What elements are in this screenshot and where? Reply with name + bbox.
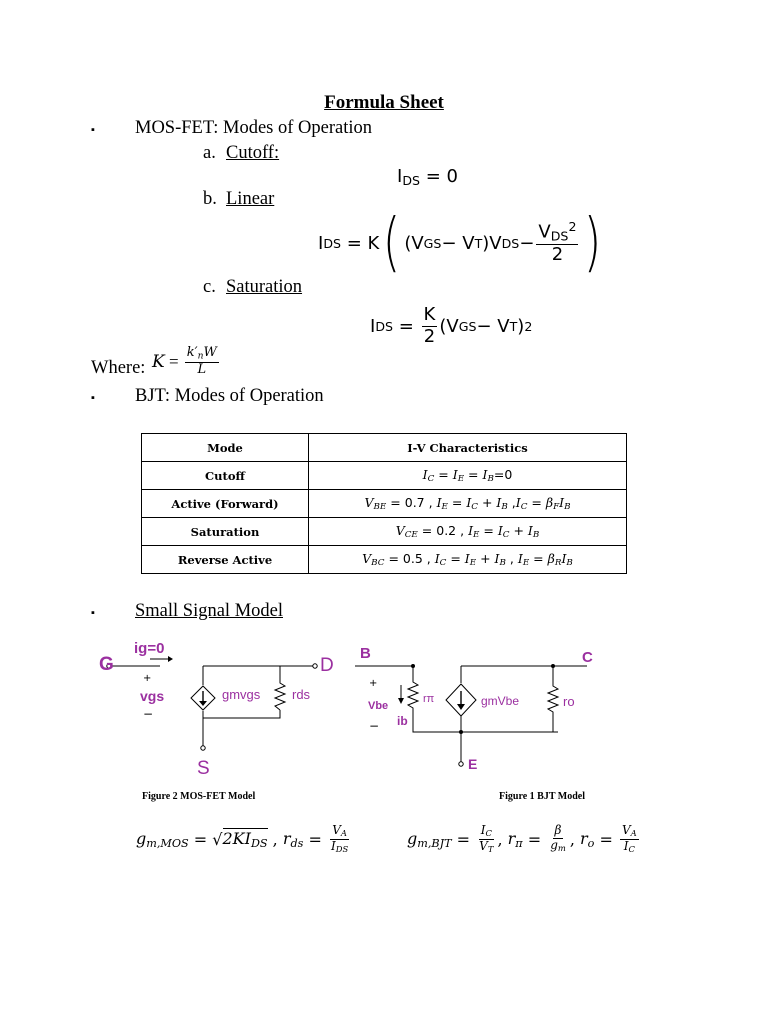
k-definition: K = $\frac{k'_nW}{L}$	[152, 345, 217, 377]
page-title: Formula Sheet	[324, 92, 444, 113]
bjt-figure-caption: Figure 1 BJT Model	[499, 791, 586, 802]
bjt-small-signal-diagram	[355, 650, 605, 775]
table-header-row	[142, 434, 627, 462]
bjt-base-label: B	[360, 645, 371, 662]
table-row	[142, 546, 627, 574]
table-cell-mode: Saturation	[142, 518, 309, 546]
bjt-modes-table	[141, 433, 627, 574]
svg-text:−: −	[369, 719, 380, 733]
mos-gm-label: gmvgs	[222, 687, 261, 702]
mos-ig-label: ig=0	[134, 640, 165, 657]
table-cell-iv: $V_{CE} = 0.2$ , $I_E = I_C + I_B$	[309, 518, 627, 546]
cutoff-equation: $I_{DS} = 0$	[397, 166, 458, 189]
mos-vgs-label: vgs	[140, 688, 165, 704]
bjt-vbe-label: Vbe	[368, 700, 389, 712]
table-cell-mode: Active (Forward)	[142, 490, 309, 518]
cutoff-label: Cutoff:	[226, 143, 280, 163]
mos-rds-label: rds	[292, 687, 311, 702]
table-row	[142, 462, 627, 490]
where-label: Where:	[91, 358, 146, 378]
table-cell-iv: $V_{BE} = 0.7$ , $I_E = I_C + I_B$ $,I_C = \beta_FI_B$	[309, 490, 627, 518]
svg-text:+: +	[143, 673, 152, 684]
table-header-iv: I-V Characteristics	[309, 434, 627, 462]
mos-drain-label: D	[320, 655, 334, 676]
table-cell-iv: $I_C = I_E = I_B=0$	[309, 462, 627, 490]
bullet-mosfet: ▪	[91, 124, 95, 136]
small-signal-heading: Small Signal Model	[135, 601, 283, 621]
mos-gate-label: G	[99, 654, 114, 675]
bjt-gm-label: gmVbe	[481, 694, 520, 708]
mosfet-small-signal-diagram	[95, 638, 335, 783]
bjt-emitter-label: E	[468, 756, 478, 772]
saturation-equation: I DS = $\frac{K}{2}$ (V GS − V T ) 2	[370, 303, 533, 347]
bjt-collector-label: C	[582, 649, 593, 666]
saturation-marker: c.	[203, 277, 216, 297]
bjt-ro-label: ro	[563, 694, 575, 709]
mos-figure-caption: Figure 2 MOS-FET Model	[142, 791, 256, 802]
table-cell-mode: Reverse Active	[142, 546, 309, 574]
bullet-small-signal: ▪	[91, 607, 95, 619]
svg-text:−: −	[143, 707, 154, 721]
cutoff-marker: a.	[203, 143, 216, 163]
bullet-bjt: ▪	[91, 392, 95, 404]
mos-source-label: S	[197, 758, 210, 779]
mosfet-heading: MOS-FET: Modes of Operation	[135, 118, 372, 138]
table-cell-mode: Cutoff	[142, 462, 309, 490]
table-cell-iv: $V_{BC} = 0.5$ , $I_C = I_E + I_B$ , $I_E = \beta_RI_B$	[309, 546, 627, 574]
bjt-ib-label: ib	[397, 714, 408, 728]
linear-label: Linear	[226, 189, 275, 209]
svg-text:+: +	[369, 678, 378, 689]
linear-equation: I DS = K ( (V GS − V T )V DS − $\frac{V_{DS}^2}{2}$ )	[318, 206, 602, 280]
bjt-rpi-label: rπ	[423, 693, 435, 705]
bjt-heading: BJT: Modes of Operation	[135, 386, 324, 406]
linear-marker: b.	[203, 189, 217, 209]
table-header-mode: Mode	[142, 434, 309, 462]
bjt-gm-equation: $g_{m,BJT}$ = $\frac{I_C}{V_T}$ , $r_\pi$ = $\frac{\beta}{g_m}$ , $r_o$ = $\frac{V_A}{I_C}$	[407, 823, 637, 854]
mos-gm-equation: $g_{m,MOS}$ = √ $2KI_{DS}$ , $r_{ds}$ = $\frac{V_A}{I_{DS}}$	[136, 823, 349, 854]
saturation-label: Saturation	[226, 277, 303, 297]
table-row	[142, 518, 627, 546]
table-row	[142, 490, 627, 518]
